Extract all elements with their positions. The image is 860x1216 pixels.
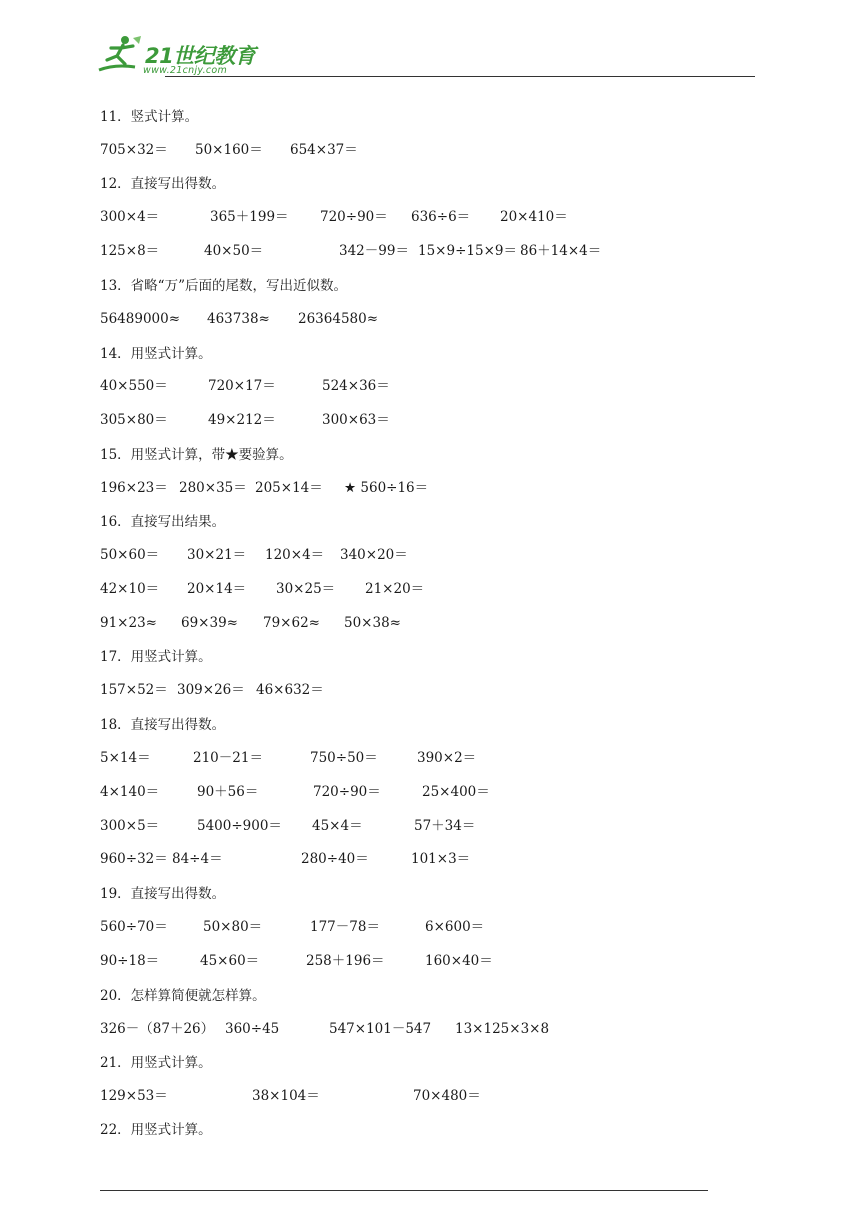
- problem-item: 125×8＝: [100, 243, 160, 259]
- question-title: 16．直接写出结果。: [100, 514, 226, 530]
- problem-item: 50×38≈: [344, 615, 401, 631]
- footer-divider: [100, 1190, 708, 1191]
- problem-item: 21×20＝: [365, 581, 425, 597]
- problem-item: 42×10＝: [100, 581, 160, 597]
- problem-item: 177－78＝: [310, 919, 380, 935]
- problem-item: 960÷32＝: [100, 851, 168, 867]
- problem-item: 300×4＝: [100, 209, 160, 225]
- problem-item: 365＋199＝: [210, 209, 289, 225]
- logo-url: www.21cnjy.com: [143, 65, 228, 76]
- problem-item: 15×9÷15×9＝: [418, 243, 517, 259]
- problem-item: 50×80＝: [203, 919, 263, 935]
- problem-item: 49×212＝: [208, 412, 276, 428]
- problem-item: 69×39≈: [181, 615, 238, 631]
- logo: [95, 30, 265, 76]
- problem-item: 300×5＝: [100, 818, 160, 834]
- problem-item: 705×32＝: [100, 142, 168, 158]
- header-divider: [165, 76, 755, 77]
- problem-item: 342－99＝: [339, 243, 409, 259]
- problem-item: 280×35＝: [179, 480, 247, 496]
- question-title: 20．怎样算简便就怎样算。: [100, 988, 266, 1004]
- problem-item: 91×23≈: [100, 615, 157, 631]
- problem-item: 654×37＝: [290, 142, 358, 158]
- problem-item: 45×4＝: [312, 818, 363, 834]
- question-title: 14．用竖式计算。: [100, 346, 212, 362]
- problem-item: 390×2＝: [417, 750, 477, 766]
- problem-item: 129×53＝: [100, 1088, 168, 1104]
- problem-item: 90÷18＝: [100, 953, 160, 969]
- problem-item: 157×52＝: [100, 682, 168, 698]
- question-title: 21．用竖式计算。: [100, 1055, 212, 1071]
- question-title: 12．直接写出得数。: [100, 176, 226, 192]
- problem-item: 720÷90＝: [320, 209, 388, 225]
- problem-item: 160×40＝: [425, 953, 493, 969]
- problem-item: 79×62≈: [263, 615, 320, 631]
- problem-item: 326－（87＋26）: [100, 1021, 215, 1037]
- problem-item: 20×14＝: [187, 581, 247, 597]
- problem-item: 86＋14×4＝: [520, 243, 602, 259]
- problem-item: 101×3＝: [411, 851, 471, 867]
- logo-text: 21世纪教育: [145, 44, 256, 68]
- problem-item: 560÷70＝: [100, 919, 168, 935]
- question-title: 18．直接写出得数。: [100, 717, 226, 733]
- problem-item: 38×104＝: [252, 1088, 320, 1104]
- problem-item: 20×410＝: [500, 209, 568, 225]
- problem-item: 4×140＝: [100, 784, 160, 800]
- problem-item: 524×36＝: [322, 378, 390, 394]
- problem-item: 50×160＝: [195, 142, 263, 158]
- problem-item: 90＋56＝: [197, 784, 259, 800]
- problem-item: 6×600＝: [425, 919, 485, 935]
- problem-item: 720÷90＝: [313, 784, 381, 800]
- problem-item: 120×4＝: [265, 547, 325, 563]
- problem-item: 360÷45: [225, 1021, 280, 1037]
- page-header: [95, 30, 755, 78]
- question-title: 22．用竖式计算。: [100, 1122, 212, 1138]
- problem-item: 30×25＝: [276, 581, 336, 597]
- problem-item: 46×632＝: [256, 682, 324, 698]
- problem-item: 56489000≈: [100, 311, 181, 327]
- problem-item: 463738≈: [207, 311, 270, 327]
- question-title: 11．竖式计算。: [100, 109, 199, 125]
- question-title: 17．用竖式计算。: [100, 649, 212, 665]
- problem-item: 25×400＝: [422, 784, 490, 800]
- problem-item: 636÷6＝: [411, 209, 471, 225]
- problem-item: 750÷50＝: [310, 750, 378, 766]
- problem-item: 84÷4＝: [172, 851, 223, 867]
- problem-item: 30×21＝: [187, 547, 247, 563]
- problem-item: 309×26＝: [177, 682, 245, 698]
- problem-item: 210－21＝: [193, 750, 263, 766]
- problem-item: 57＋34＝: [414, 818, 476, 834]
- problem-item: 5×14＝: [100, 750, 151, 766]
- problem-item: 720×17＝: [208, 378, 276, 394]
- problem-item: 5400÷900＝: [197, 818, 282, 834]
- problem-item: 305×80＝: [100, 412, 168, 428]
- problem-item: 196×23＝: [100, 480, 168, 496]
- problem-item: ★ 560÷16＝: [344, 480, 429, 496]
- problem-item: 40×50＝: [204, 243, 264, 259]
- running-figure-icon: [95, 34, 147, 74]
- problem-item: 45×60＝: [200, 953, 260, 969]
- problem-item: 70×480＝: [413, 1088, 481, 1104]
- problem-item: 340×20＝: [340, 547, 408, 563]
- problem-item: 547×101－547: [329, 1021, 432, 1037]
- problem-item: 205×14＝: [255, 480, 323, 496]
- problem-item: 258＋196＝: [306, 953, 385, 969]
- problem-item: 50×60＝: [100, 547, 160, 563]
- question-title: 19．直接写出得数。: [100, 886, 226, 902]
- problem-item: 300×63＝: [322, 412, 390, 428]
- problem-item: 40×550＝: [100, 378, 168, 394]
- question-title: 13．省略“万”后面的尾数，写出近似数。: [100, 278, 347, 294]
- problem-item: 280÷40＝: [301, 851, 369, 867]
- problem-item: 26364580≈: [298, 311, 379, 327]
- problem-item: 13×125×3×8: [455, 1021, 550, 1037]
- question-title: 15．用竖式计算，带★要验算。: [100, 447, 293, 463]
